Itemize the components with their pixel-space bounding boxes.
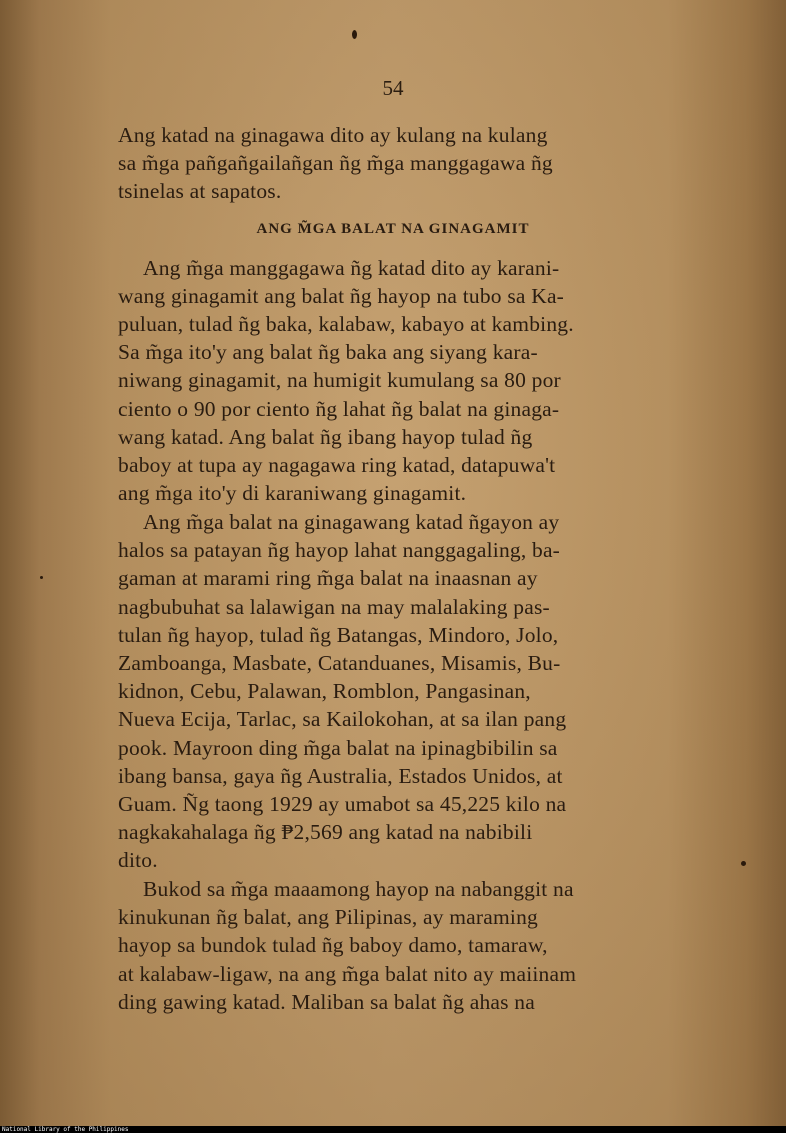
body-line-18: Zamboanga, Masbate, Catanduanes, Misamis, Bu- xyxy=(118,651,561,675)
body-line-7: Sa m̃ga ito'y ang balat ñg baka ang siyang kara- xyxy=(118,340,538,364)
body-line-8: niwang ginagamit, na humigit kumulang sa 80 por xyxy=(118,368,561,392)
page-number: 54 xyxy=(382,76,404,100)
body-line-22: ibang bansa, gaya ñg Australia, Estados Unidos, at xyxy=(118,764,563,788)
body-line-14: halos sa patayan ñg hayop lahat nanggagaling, ba- xyxy=(118,538,561,562)
body-line-15: gaman at marami ring m̃ga balat na inaasnan ay xyxy=(118,566,538,590)
body-line-28: hayop sa bundok tulad ñg baboy damo, tamaraw, xyxy=(118,933,548,957)
body-line-2: sa m̃ga pañgañgailañgan ñg m̃ga manggagawa ñg xyxy=(118,151,553,175)
body-line-23: Guam. Ñg taong 1929 ay umabot sa 45,225 kilo na xyxy=(118,792,567,816)
body-line-6: puluan, tulad ñg baka, kalabaw, kabayo at kambing. xyxy=(118,312,574,336)
body-line-11: baboy at tupa ay nagagawa ring katad, datapuwa't xyxy=(118,453,556,477)
body-line-1: Ang katad na ginagawa dito ay kulang na kulang xyxy=(118,123,548,147)
body-line-9: ciento o 90 por ciento ñg lahat ñg balat na ginaga- xyxy=(118,397,560,421)
body-line-26: Bukod sa m̃ga maaamong hayop na nabanggit na xyxy=(143,877,574,901)
body-line-30: ding gawing katad. Maliban sa balat ñg ahas na xyxy=(118,990,535,1014)
body-line-13: Ang m̃ga balat na ginagawang katad ñgayon ay xyxy=(143,510,560,534)
body-line-4: Ang m̃ga manggagawa ñg katad dito ay karani- xyxy=(143,256,560,280)
section-heading: ANG M̃GA BALAT NA GINAGAMIT xyxy=(256,221,530,237)
body-line-12: ang m̃ga ito'y di karaniwang ginagamit. xyxy=(118,481,467,505)
body-line-27: kinukunan ñg balat, ang Pilipinas, ay maraming xyxy=(118,905,539,929)
footer-credit: National Library of the Philippines xyxy=(2,1126,129,1133)
body-line-17: tulan ñg hayop, tulad ñg Batangas, Mindoro, Jolo, xyxy=(118,623,559,647)
body-line-20: Nueva Ecija, Tarlac, sa Kailokohan, at sa ilan pang xyxy=(118,707,567,731)
body-line-5: wang ginagamit ang balat ñg hayop na tubo sa Ka- xyxy=(118,284,565,308)
body-line-16: nagbubuhat sa lalawigan na may malalaking pas- xyxy=(118,595,550,619)
body-line-3: tsinelas at sapatos. xyxy=(118,179,282,203)
body-line-19: kidnon, Cebu, Palawan, Romblon, Pangasinan, xyxy=(118,679,531,703)
body-line-25: dito. xyxy=(118,848,158,872)
ink-speck xyxy=(352,30,357,39)
ink-speck xyxy=(40,576,43,579)
ink-speck xyxy=(741,861,746,866)
body-line-10: wang katad. Ang balat ñg ibang hayop tulad ñg xyxy=(118,425,533,449)
body-line-21: pook. Mayroon ding m̃ga balat na ipinagbibilin sa xyxy=(118,736,558,760)
body-line-29: at kalabaw-ligaw, na ang m̃ga balat nito ay maiinam xyxy=(118,962,577,986)
body-line-24: nagkakahalaga ñg ₱2,569 ang katad na nabibili xyxy=(118,820,533,844)
